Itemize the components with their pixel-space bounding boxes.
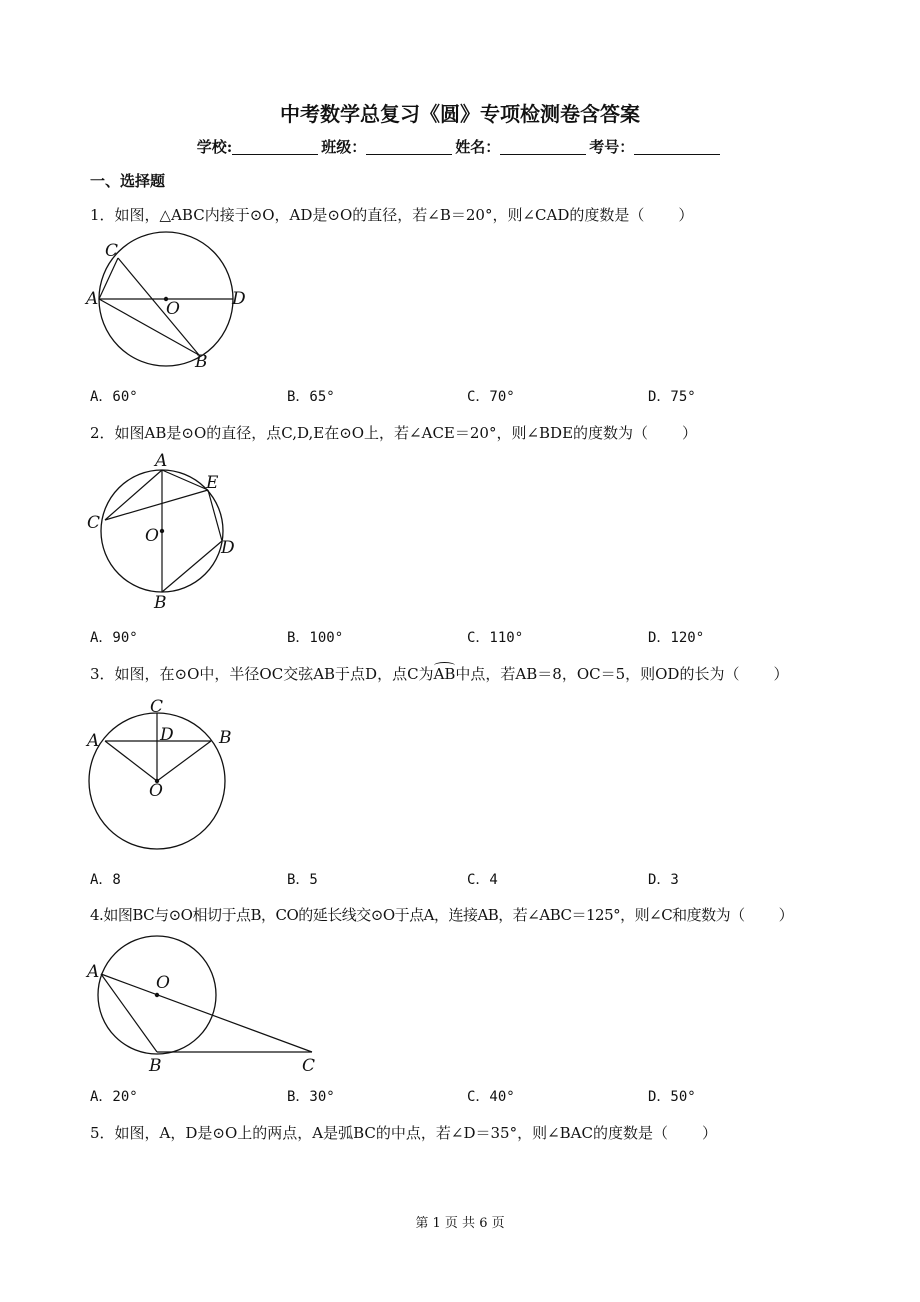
name-blank [500, 138, 586, 155]
option-a[interactable]: A．60° [90, 389, 138, 405]
option-b[interactable]: B．30° [287, 1089, 335, 1105]
question-number: 3． [90, 665, 115, 683]
label-a: A [155, 451, 168, 471]
name-label: 姓名： [455, 138, 501, 156]
question-2-figure [84, 450, 254, 615]
label-d: D [232, 289, 246, 309]
class-label: 班级： [321, 138, 367, 156]
option-c[interactable]: C．40° [467, 1089, 515, 1105]
label-o: O [166, 299, 180, 319]
label-d: D [221, 538, 235, 558]
label-a: A [87, 962, 100, 982]
question-text-before: 如图，在⊙O中，半径OC交弦AB于点D，点C为 [114, 665, 434, 683]
question-text-after: 中点，若AB＝8，OC＝5，则OD的长为（ [455, 665, 740, 683]
question-number: 1． [90, 206, 115, 224]
page-footer: 第 1 页 共 6 页 [415, 1216, 505, 1231]
label-d: D [160, 725, 174, 745]
option-b[interactable]: B．65° [287, 389, 335, 405]
question-text: 如图，△ABC内接于⊙O，AD是⊙O的直径，若∠B＝20°，则∠CAD的度数是（ [114, 206, 645, 224]
label-c: C [87, 513, 101, 533]
arc-ab: AB [433, 665, 456, 683]
line-ac [101, 974, 312, 1052]
question-text: 如图BC与⊙O相切于点B，CO的延长线交⊙O于点A，连接AB，若∠ABC＝125°，则∠C和度数为（ [103, 906, 745, 924]
label-b: B [149, 1056, 162, 1076]
question-text: 如图AB是⊙O的直径，点C,D,E在⊙O上，若∠ACE＝20°，则∠BDE的度数为（ [114, 424, 649, 442]
option-a[interactable]: A．90° [90, 630, 138, 646]
center-dot [160, 529, 164, 533]
label-b: B [219, 728, 232, 748]
label-o: O [145, 526, 159, 546]
question-number: 2． [90, 424, 115, 442]
option-c[interactable]: C．110° [467, 630, 524, 646]
label-c: C [150, 697, 164, 717]
option-d[interactable]: D．120° [648, 630, 705, 646]
question-3-figure [84, 696, 244, 856]
label-e: E [206, 473, 219, 493]
option-d[interactable]: D．50° [648, 1089, 696, 1105]
question-4-figure [84, 940, 334, 1080]
segment-ce [105, 490, 208, 520]
question-number: 5． [90, 1124, 115, 1142]
question-3: 3．如图，在⊙O中，半径OC交弦AB于点D，点C为AB中点，若AB＝8，OC＝5，则OD的长为（ ） [90, 665, 789, 683]
label-a: A [87, 731, 100, 751]
question-number: 4. [90, 906, 104, 924]
question-1: 1．如图，△ABC内接于⊙O，AD是⊙O的直径，若∠B＝20°，则∠CAD的度数是（ ） [90, 206, 694, 224]
label-b: B [154, 593, 167, 613]
segment-cb [118, 258, 199, 355]
question-5: 5．如图，A，D是⊙O上的两点，A是弧BC的中点，若∠D＝35°，则∠BAC的度数是（ ） [90, 1124, 717, 1142]
question-4: 4.如图BC与⊙O相切于点B，CO的延长线交⊙O于点A，连接AB，若∠ABC＝125°，则∠C和度数为（ ） [90, 906, 794, 924]
label-o: O [149, 781, 163, 801]
question-text: 如图，A，D是⊙O上的两点，A是弧BC的中点，若∠D＝35°，则∠BAC的度数是（ [114, 1124, 668, 1142]
option-b[interactable]: B．5 [287, 872, 318, 888]
segment-oa [105, 741, 157, 781]
exam-number-blank [634, 138, 720, 155]
option-c[interactable]: C．4 [467, 872, 498, 888]
segment-ab [99, 299, 199, 355]
option-d[interactable]: D．75° [648, 389, 696, 405]
section-heading: 一、选择题 [90, 172, 166, 190]
segment-ae [162, 470, 208, 490]
exam-number-label: 考号： [589, 138, 635, 156]
school-label: 学校: [196, 138, 233, 156]
label-a: A [86, 289, 99, 309]
option-a[interactable]: A．20° [90, 1089, 138, 1105]
segment-ob [157, 741, 211, 781]
center-dot [155, 993, 159, 997]
segment-ed [208, 490, 222, 541]
school-blank [232, 138, 318, 155]
option-a[interactable]: A．8 [90, 872, 121, 888]
option-b[interactable]: B．100° [287, 630, 344, 646]
label-b: B [195, 352, 208, 372]
question-1-figure [84, 234, 254, 374]
question-2: 2．如图AB是⊙O的直径，点C,D,E在⊙O上，若∠ACE＝20°，则∠BDE的度数为（ ） [90, 424, 698, 442]
label-c: C [302, 1056, 316, 1076]
option-c[interactable]: C．70° [467, 389, 515, 405]
label-c: C [105, 241, 119, 261]
class-blank [366, 138, 452, 155]
page-title: 中考数学总复习《圆》专项检测卷含答案 [280, 102, 640, 126]
segment-ab [101, 974, 157, 1052]
label-o: O [156, 973, 170, 993]
option-d[interactable]: D．3 [648, 872, 679, 888]
student-info-line [0, 136, 920, 157]
